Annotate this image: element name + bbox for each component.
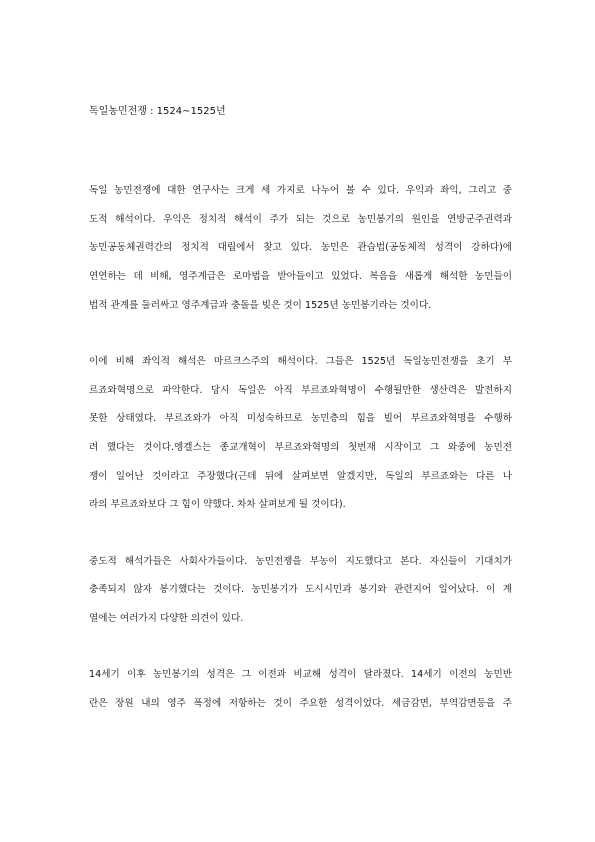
text-line: 연연하는 데 비해, 영주계급은 로마법을 받아들이고 있었다. 복음을 새롭게 해석한 농민들이 xyxy=(89,271,512,282)
text-line: 열에는 여러가지 다양한 의견이 있다. xyxy=(89,613,244,624)
text-line: 14세기 이후 농민봉기의 성격은 그 이전과 비교해 성격이 달라졌다. 14세기 이전의 농민반 xyxy=(89,669,512,680)
document-title: 독일농민전쟁 : 1524∼1525년 xyxy=(89,106,226,117)
text-line: 르죠와혁명으로 파악한다. 당시 독일은 아직 부르죠와혁명이 수행될만한 생산력은 발전하지 xyxy=(89,385,512,396)
text-line: 쟁이 일어난 것이라고 주장했다(근데 뒤에 살펴보면 알겠지만, 독일의 부르죠와는 다른 나 xyxy=(89,471,512,482)
text-line: 농민공동체권력간의 정치적 대립에서 찾고 있다. 농민은 관습법(공동체적 성격이 강하다)에 xyxy=(89,242,512,253)
text-line: 이에 비해 좌익적 해석은 마르크스주의 해석이다. 그들은 1525년 독일농민전쟁을 초기 부 xyxy=(89,356,512,367)
text-line: 법적 관계를 둘러싸고 영주계급과 충돌을 빚은 것이 1525년 농민봉기라는 것이다. xyxy=(89,300,432,311)
text-line: 도적 해석이다. 우익은 정치적 해석이 주가 되는 것으로 농민봉기의 원인을 연방군주권력과 xyxy=(89,214,512,225)
text-line: 려 했다는 것이다.엥겔스는 종교개혁이 부르죠와혁명의 첫번재 시작이고 그 와중에 농민전 xyxy=(89,442,512,453)
text-line: 충족되지 않자 봉기했다는 것이다. 농민봉기가 도시시민과 봉기와 관련지어 일어났다. 이 계 xyxy=(89,584,512,595)
text-line: 란은 장원 내의 영주 폭정에 저항하는 것이 주요한 성격이었다. 세금감면, 부역감면등을 주 xyxy=(89,698,512,709)
text-line: 라의 부르죠와보다 그 힘이 약했다. 차차 살펴보게 될 것이다). xyxy=(89,499,346,510)
text-line: 독일 농민전쟁에 대한 연구사는 크게 세 가지로 나누어 볼 수 있다. 우익과 좌익, 그리고 중 xyxy=(89,185,512,196)
text-line: 못한 상태였다. 부르죠와가 아직 미성숙하므로 농민층의 힘을 빌어 부르죠와혁명을 수행하 xyxy=(89,413,512,424)
text-line: 중도적 해석가들은 사회사가들이다. 농민전쟁을 부농이 지도했다고 본다. 자신들이 기대치가 xyxy=(89,556,512,567)
